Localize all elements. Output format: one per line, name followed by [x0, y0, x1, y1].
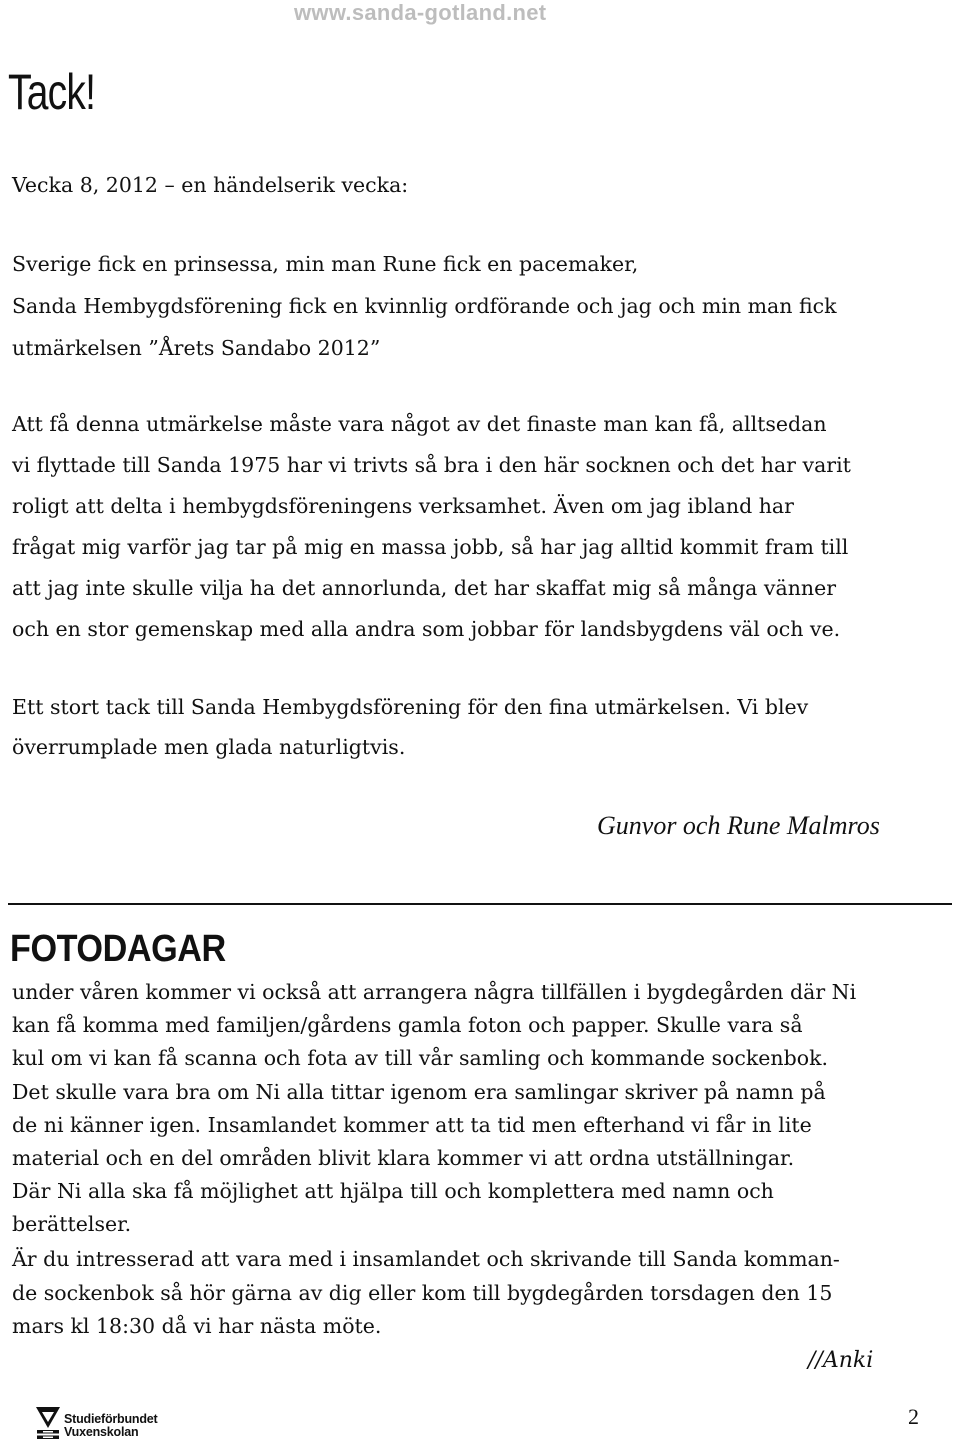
section-heading: FOTODAGAR [10, 928, 226, 970]
studieforbundet-vuxenskolan-logo-icon [34, 1404, 62, 1442]
article-signature: Gunvor och Rune Malmros [597, 811, 880, 840]
section-divider [8, 903, 952, 905]
section-invitation: Är du intresserad att vara med i insamlandet och skrivande till Sanda komman- de sockenbok så hör gärna av dig eller kom till bygdegården torsdagen den 15 mars kl 18:30 då vi har nästa möte. [12, 1247, 840, 1338]
section-signature: //Anki [808, 1348, 874, 1373]
logo-text-line1: Studieförbundet [64, 1412, 158, 1426]
logo-text [64, 1413, 158, 1439]
page-number: 2 [908, 1404, 919, 1429]
article-title: Tack! [8, 64, 96, 120]
article-intro: Vecka 8, 2012 – en händelserik vecka: [12, 173, 409, 197]
article-thanks: Ett stort tack till Sanda Hembygdsförening för den fina utmärkelsen. Vi blev överrumplade men glada naturligtvis. [12, 695, 809, 759]
site-url[interactable]: www.sanda-gotland.net [294, 0, 547, 25]
logo-text-line2: Vuxenskolan [64, 1425, 139, 1439]
section-body: under våren kommer vi också att arrangera några tillfällen i bygdegården där Ni kan få komma med familjen/gårdens gamla foton och papper. Skulle vara så kul om vi kan få scanna och fota av till vår samling och kommande sockenbok. Det skulle vara bra om Ni alla tittar igenom era samlingar skriver på namn på de ni känner igen. Insamlandet kommer att ta tid men efterhand vi får in lite material och en del områden blivit klara kommer vi att ordna utställningar. Där Ni alla ska få möjlighet att hjälpa till och komplettera med namn och berättelser. [12, 980, 857, 1237]
footer-logo [34, 1402, 184, 1444]
article-body: Att få denna utmärkelse måste vara något av det finaste man kan få, alltsedan vi flyttade till Sanda 1975 har vi trivts så bra i den här socknen och det har varit roligt att delta i hembygdsföreningens verksamhet. Även om jag ibland har frågat mig varför jag tar på mig en massa jobb, så har jag alltid kommit fram till att jag inte skulle vilja ha det annorlunda, det har skaffat mig så många vänner och en stor gemenskap med alla andra som jobbar för landsbygdens väl och ve. [12, 412, 851, 641]
article-news-list: Sverige fick en prinsessa, min man Rune fick en pacemaker, Sanda Hembygdsförening fick en kvinnlig ordförande och jag och min man fick utmärkelsen ”Årets Sandabo 2012” [12, 252, 837, 360]
